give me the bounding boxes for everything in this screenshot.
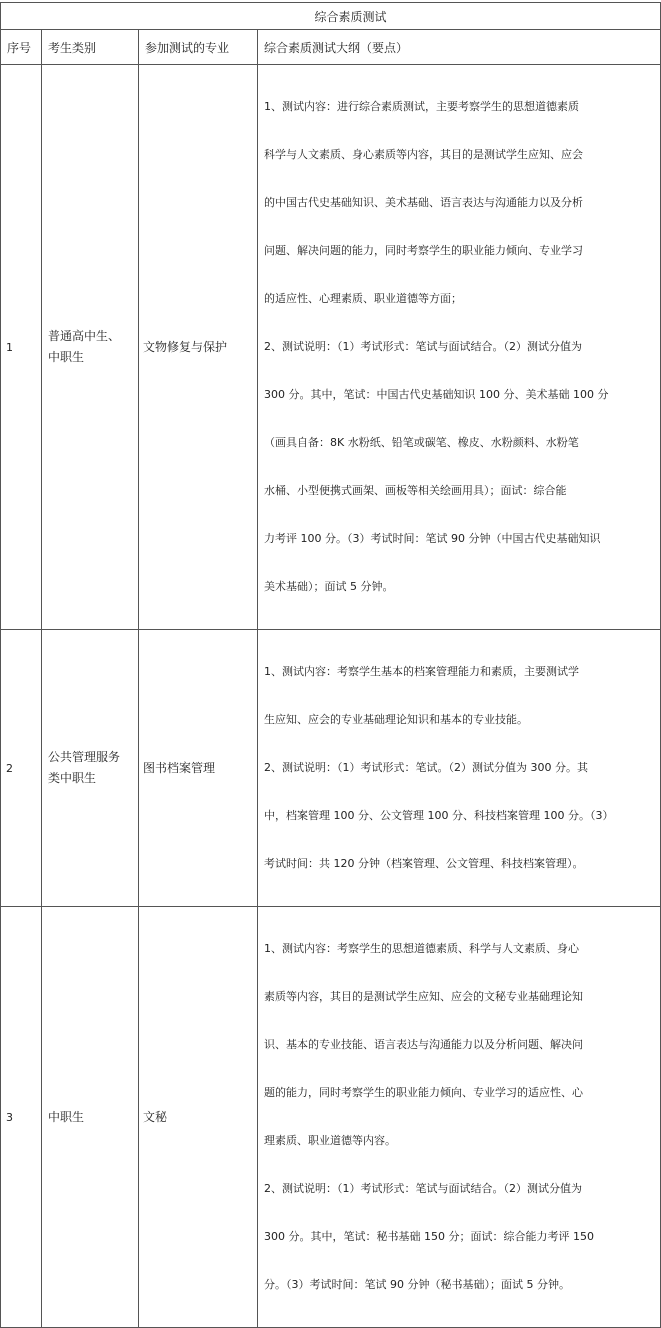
category-line: 公共管理服务 xyxy=(48,750,121,764)
outline-line: 1、测试内容：考察学生的思想道德素质、科学与人文素质、身心 xyxy=(264,942,579,955)
outline-line: 2、测试说明：（1）考试形式：笔试与面试结合。（2）测试分值为 xyxy=(264,1182,582,1195)
row-number: 1 xyxy=(1,65,42,630)
outline-line: 300 分。其中，笔试：中国古代史基础知识 100 分、美术基础 100 分 xyxy=(264,388,609,401)
row-major: 文秘 xyxy=(139,907,258,1328)
outline-line: （画具自备：8K 水粉纸、铅笔或碳笔、橡皮、水粉颜料、水粉笔 xyxy=(264,436,579,449)
outline-line: 2、测试说明：（1）考试形式：笔试。（2）测试分值为 300 分。其 xyxy=(264,761,588,774)
outline-line: 生应知、应会的专业基础理论知识和基本的专业技能。 xyxy=(264,713,528,726)
table-row xyxy=(1,630,661,907)
outline-line: 中，档案管理 100 分、公文管理 100 分、科技档案管理 100 分。（3） xyxy=(264,809,614,822)
row-outline xyxy=(258,65,661,630)
table-row xyxy=(1,65,661,630)
outline-line: 1、测试内容：考察学生基本的档案管理能力和素质，主要测试学 xyxy=(264,665,579,678)
outline-line: 1、测试内容：进行综合素质测试，主要考察学生的思想道德素质 xyxy=(264,100,579,113)
outline-line: 的适应性、心理素质、职业道德等方面； xyxy=(264,292,462,305)
table-row xyxy=(1,907,661,1328)
header-num: 序号 xyxy=(1,30,42,65)
row-category xyxy=(42,907,139,1328)
row-outline xyxy=(258,907,661,1328)
outline-line: 分。（3）考试时间：笔试 90 分钟（秘书基础）；面试 5 分钟。 xyxy=(264,1278,570,1291)
category-line: 中职生 xyxy=(48,350,85,364)
header-major: 参加测试的专业 xyxy=(139,30,258,65)
outline-line: 的中国古代史基础知识、美术基础、语言表达与沟通能力以及分析 xyxy=(264,196,583,209)
row-number: 2 xyxy=(1,630,42,907)
row-major: 文物修复与保护 xyxy=(139,65,258,630)
outline-line: 2、测试说明：（1）考试形式：笔试与面试结合。（2）测试分值为 xyxy=(264,340,582,353)
category-line: 中职生 xyxy=(48,1109,85,1124)
outline-line: 考试时间：共 120 分钟（档案管理、公文管理、科技档案管理）。 xyxy=(264,857,584,870)
outline-line: 素质等内容，其目的是测试学生应知、应会的文秘专业基础理论知 xyxy=(264,990,583,1003)
outline-line: 300 分。其中，笔试：秘书基础 150 分；面试：综合能力考评 150 xyxy=(264,1230,594,1243)
row-category xyxy=(42,630,139,907)
outline-line: 美术基础）；面试 5 分钟。 xyxy=(264,580,394,593)
header-outline: 综合素质测试大纲（要点） xyxy=(258,30,661,65)
table-title: 综合素质测试 xyxy=(1,3,661,30)
outline-line: 科学与人文素质、身心素质等内容，其目的是测试学生应知、应会 xyxy=(264,148,583,161)
table-title-row xyxy=(1,3,661,30)
outline-line: 题的能力，同时考察学生的职业能力倾向、专业学习的适应性、心 xyxy=(264,1086,583,1099)
outline-line: 理素质、职业道德等内容。 xyxy=(264,1134,396,1147)
header-row xyxy=(1,30,661,65)
exam-table xyxy=(0,2,661,1328)
outline-line: 问题、解决问题的能力，同时考察学生的职业能力倾向、专业学习 xyxy=(264,244,583,257)
outline-line: 识、基本的专业技能、语言表达与沟通能力以及分析问题、解决问 xyxy=(264,1038,583,1051)
row-outline xyxy=(258,630,661,907)
row-number: 3 xyxy=(1,907,42,1328)
outline-line: 力考评 100 分。（3）考试时间：笔试 90 分钟（中国古代史基础知识 xyxy=(264,532,601,545)
outline-line: 水桶、小型便携式画架、画板等相关绘画用具）；面试：综合能 xyxy=(264,484,567,497)
header-category: 考生类别 xyxy=(42,30,139,65)
category-line: 普通高中生、 xyxy=(48,329,121,343)
category-line: 类中职生 xyxy=(48,771,97,785)
row-category xyxy=(42,65,139,630)
row-major: 图书档案管理 xyxy=(139,630,258,907)
